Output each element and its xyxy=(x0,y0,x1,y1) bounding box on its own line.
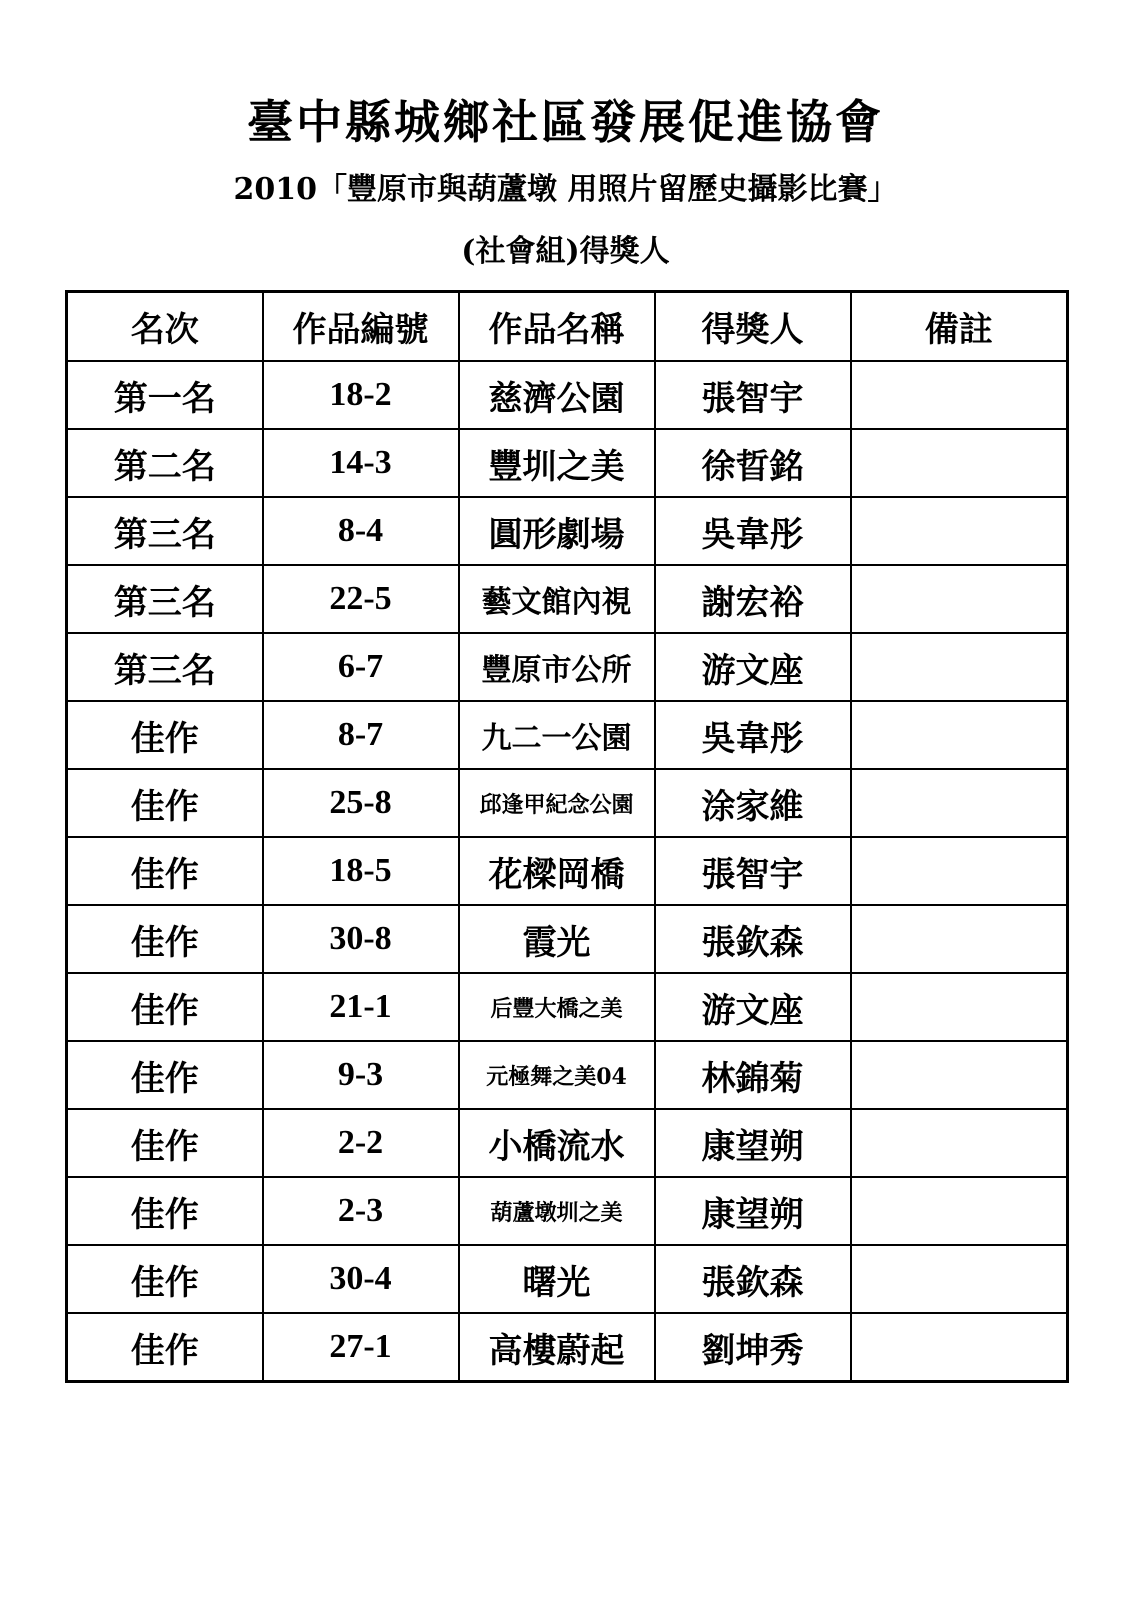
winner-cell: 張欽森 xyxy=(655,1245,851,1313)
rank-cell: 佳作 xyxy=(67,837,263,905)
rank-cell: 佳作 xyxy=(67,1313,263,1382)
table-row xyxy=(67,1109,1068,1177)
work-number-cell: 14-3 xyxy=(263,429,459,497)
work-number-cell: 25-8 xyxy=(263,769,459,837)
remarks-cell xyxy=(851,429,1068,497)
work-title-cell: 九二一公園 xyxy=(459,701,655,769)
work-title-cell: 邱逢甲紀念公園 xyxy=(459,769,655,837)
work-number-cell: 6-7 xyxy=(263,633,459,701)
table-row xyxy=(67,973,1068,1041)
work-number-cell: 18-2 xyxy=(263,361,459,429)
work-title-cell: 曙光 xyxy=(459,1245,655,1313)
work-number-cell: 30-8 xyxy=(263,905,459,973)
rank-cell: 佳作 xyxy=(67,1041,263,1109)
work-title-cell: 慈濟公園 xyxy=(459,361,655,429)
rank-cell: 佳作 xyxy=(67,1109,263,1177)
remarks-cell xyxy=(851,905,1068,973)
work-number-cell: 2-3 xyxy=(263,1177,459,1245)
rank-cell: 第三名 xyxy=(67,565,263,633)
table-row xyxy=(67,837,1068,905)
document-title: 臺中縣城鄉社區發展促進協會 xyxy=(247,95,884,149)
table-row xyxy=(67,905,1068,973)
winner-cell: 吳韋彤 xyxy=(655,497,851,565)
document-subtitle: 2010「豐原市與葫蘆墩 用照片留歷史攝影比賽」 xyxy=(233,172,898,207)
winner-cell: 謝宏裕 xyxy=(655,565,851,633)
work-title-cell: 圓形劇場 xyxy=(459,497,655,565)
table-row xyxy=(67,361,1068,429)
table-body xyxy=(67,361,1068,1382)
rank-cell: 佳作 xyxy=(67,769,263,837)
header-winner: 得獎人 xyxy=(655,292,851,362)
winner-cell: 徐晢銘 xyxy=(655,429,851,497)
rank-cell: 第二名 xyxy=(67,429,263,497)
work-number-cell: 8-7 xyxy=(263,701,459,769)
remarks-cell xyxy=(851,837,1068,905)
remarks-cell xyxy=(851,497,1068,565)
header-work-number: 作品編號 xyxy=(263,292,459,362)
rank-cell: 佳作 xyxy=(67,905,263,973)
header-remarks: 備註 xyxy=(851,292,1068,362)
work-number-cell: 27-1 xyxy=(263,1313,459,1382)
table-row xyxy=(67,701,1068,769)
table-row xyxy=(67,1245,1068,1313)
remarks-cell xyxy=(851,1041,1068,1109)
remarks-cell xyxy=(851,633,1068,701)
work-number-cell: 30-4 xyxy=(263,1245,459,1313)
work-number-cell: 18-5 xyxy=(263,837,459,905)
work-title-cell: 后豐大橋之美 xyxy=(459,973,655,1041)
remarks-cell xyxy=(851,361,1068,429)
group-heading: (社會組)得獎人 xyxy=(461,234,670,269)
rank-cell: 第一名 xyxy=(67,361,263,429)
remarks-cell xyxy=(851,973,1068,1041)
rank-cell: 佳作 xyxy=(67,1245,263,1313)
rank-cell: 佳作 xyxy=(67,973,263,1041)
rank-cell: 第三名 xyxy=(67,633,263,701)
winner-cell: 康望朔 xyxy=(655,1109,851,1177)
work-title-cell: 高樓蔚起 xyxy=(459,1313,655,1382)
table-row xyxy=(67,497,1068,565)
work-title-cell: 元極舞之美04 xyxy=(459,1041,655,1109)
work-title-cell: 藝文館內視 xyxy=(459,565,655,633)
table-row xyxy=(67,1177,1068,1245)
work-title-cell: 葫蘆墩圳之美 xyxy=(459,1177,655,1245)
winner-cell: 吳韋彤 xyxy=(655,701,851,769)
header-rank: 名次 xyxy=(67,292,263,362)
remarks-cell xyxy=(851,1177,1068,1245)
winner-cell: 劉坤秀 xyxy=(655,1313,851,1382)
table-header-row xyxy=(67,292,1068,362)
remarks-cell xyxy=(851,1109,1068,1177)
winner-cell: 游文座 xyxy=(655,633,851,701)
work-number-cell: 8-4 xyxy=(263,497,459,565)
winner-cell: 涂家維 xyxy=(655,769,851,837)
table-row xyxy=(67,1313,1068,1382)
winner-cell: 林錦菊 xyxy=(655,1041,851,1109)
winner-cell: 康望朔 xyxy=(655,1177,851,1245)
work-number-cell: 9-3 xyxy=(263,1041,459,1109)
winner-cell: 張智宇 xyxy=(655,837,851,905)
work-title-cell: 花樑岡橋 xyxy=(459,837,655,905)
header-work-title: 作品名稱 xyxy=(459,292,655,362)
winner-cell: 游文座 xyxy=(655,973,851,1041)
winner-cell: 張欽森 xyxy=(655,905,851,973)
table-row xyxy=(67,633,1068,701)
work-number-cell: 22-5 xyxy=(263,565,459,633)
table-row xyxy=(67,769,1068,837)
remarks-cell xyxy=(851,769,1068,837)
rank-cell: 佳作 xyxy=(67,1177,263,1245)
work-title-cell: 小橋流水 xyxy=(459,1109,655,1177)
remarks-cell xyxy=(851,701,1068,769)
table-row xyxy=(67,429,1068,497)
work-title-cell: 霞光 xyxy=(459,905,655,973)
work-title-cell: 豐圳之美 xyxy=(459,429,655,497)
winner-cell: 張智宇 xyxy=(655,361,851,429)
remarks-cell xyxy=(851,565,1068,633)
work-title-cell: 豐原市公所 xyxy=(459,633,655,701)
remarks-cell xyxy=(851,1313,1068,1382)
rank-cell: 佳作 xyxy=(67,701,263,769)
rank-cell: 第三名 xyxy=(67,497,263,565)
work-number-cell: 2-2 xyxy=(263,1109,459,1177)
work-number-cell: 21-1 xyxy=(263,973,459,1041)
remarks-cell xyxy=(851,1245,1068,1313)
table-row xyxy=(67,565,1068,633)
table-row xyxy=(67,1041,1068,1109)
winners-table xyxy=(65,290,1069,1383)
